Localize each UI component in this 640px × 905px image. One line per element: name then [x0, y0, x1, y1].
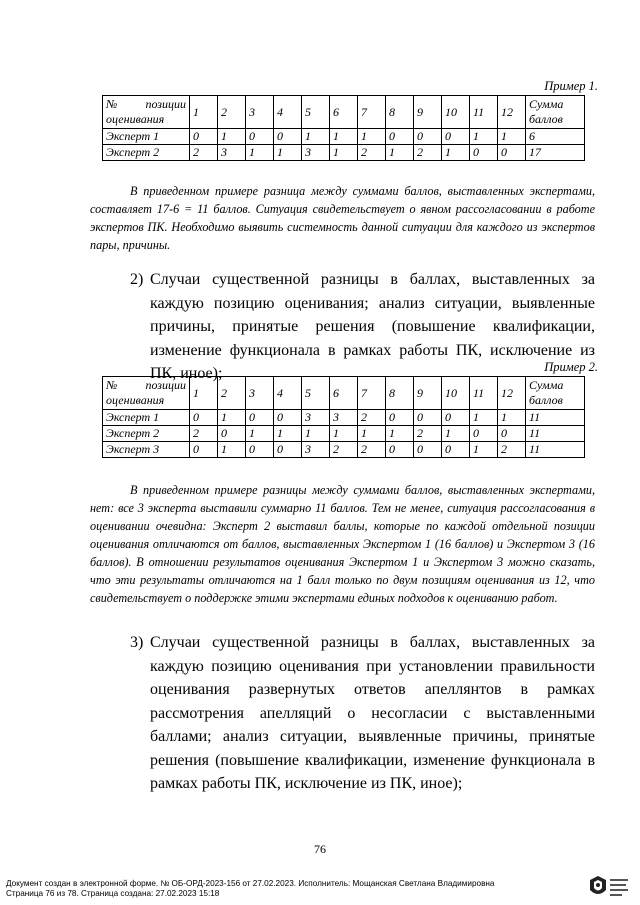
number-sign: №	[106, 97, 118, 111]
list-item-number: 2)	[130, 271, 144, 288]
column-header: 12	[498, 377, 526, 410]
coat-of-arms-icon	[584, 872, 632, 902]
column-header: 6	[330, 96, 358, 129]
score-cell: 0	[386, 442, 414, 458]
column-header: 8	[386, 96, 414, 129]
column-header: 2	[218, 96, 246, 129]
footer-line-1: Документ создан в электронной форме. № ОБ-ОРД-2023-156 от 27.02.2023. Исполнитель: Мощанская Светлана Владимировна	[6, 879, 495, 888]
score-cell: 1	[442, 145, 470, 161]
table-row	[103, 129, 585, 145]
column-header: 8	[386, 377, 414, 410]
score-cell: 0	[470, 426, 498, 442]
score-cell: 0	[414, 129, 442, 145]
example-1-label: Пример 1.	[544, 79, 598, 93]
example-1-table	[102, 95, 585, 161]
column-header: 4	[274, 96, 302, 129]
column-header: 5	[302, 96, 330, 129]
evaluation-word: оценивания	[106, 393, 165, 407]
score-cell: 2	[414, 145, 442, 161]
column-header: 7	[358, 96, 386, 129]
score-cell: 1	[274, 426, 302, 442]
example-2-note: В приведенном примере разницы между суммами баллов, выставленных экспертами, нет: все 3 эксперта выставили суммарно 11 баллов. Тем не менее, ситуация рассогласования в оценивании очевидна: Эксперт 2 выставил баллы, которые по каждой отдельной позиции оценивания отличаются от баллов, выставленных Экспертом 1 (16 баллов) и Экспертом 3 (16 баллов). В отношении результатов оценивания Экспертом 1 и Экспертом 3 можно сказать, что эти результаты отличаются на 1 балл только по двум позициям оценивания из 12, что свидетельствует о поддержке этими экспертами единых подходов к оцениванию работ.	[90, 483, 595, 605]
score-cell: 1	[218, 129, 246, 145]
score-cell: 1	[246, 145, 274, 161]
sum-cell: 11	[526, 410, 585, 426]
score-cell: 1	[386, 145, 414, 161]
sum-cell: 6	[526, 129, 585, 145]
list-item-2	[130, 268, 595, 386]
table-header-row	[103, 377, 585, 410]
score-cell: 0	[218, 426, 246, 442]
example-2-table	[102, 376, 585, 458]
score-cell: 1	[358, 129, 386, 145]
expert-name: Эксперт 3	[103, 442, 190, 458]
example-2-label: Пример 2.	[544, 360, 598, 374]
score-cell: 2	[190, 145, 218, 161]
score-cell: 0	[442, 410, 470, 426]
list-item-text: Случаи существенной разницы в баллах, выставленных за каждую позицию оценивания при установлении правильности оценивания развернутых ответов апеллянтов в рамках рассмотрения апелляций о несогласии с выставленными баллами; анализ ситуации, выявленные причины, принятые решения (повышение квалификации, изменение функционала в рамках работы ПК, исключение из ПК, иное);	[150, 634, 595, 792]
score-cell: 0	[386, 410, 414, 426]
column-header: 4	[274, 377, 302, 410]
column-header: 3	[246, 96, 274, 129]
page-number: 76	[314, 842, 326, 856]
document-footer	[6, 879, 495, 899]
column-header: 5	[302, 377, 330, 410]
table-row	[103, 145, 585, 161]
expert-name: Эксперт 2	[103, 145, 190, 161]
column-header: 12	[498, 96, 526, 129]
score-cell: 2	[358, 442, 386, 458]
sum-word: Сумма	[529, 97, 564, 111]
score-cell: 1	[470, 410, 498, 426]
column-header: 2	[218, 377, 246, 410]
table-row	[103, 442, 585, 458]
score-cell: 3	[218, 145, 246, 161]
expert-name: Эксперт 1	[103, 129, 190, 145]
score-cell: 1	[218, 410, 246, 426]
column-header: 9	[414, 96, 442, 129]
score-cell: 1	[358, 426, 386, 442]
sum-word: Сумма	[529, 378, 564, 392]
column-header: 9	[414, 377, 442, 410]
score-cell: 1	[218, 442, 246, 458]
column-header: 7	[358, 377, 386, 410]
score-cell: 1	[302, 426, 330, 442]
score-cell: 3	[302, 410, 330, 426]
points-word: баллов	[529, 393, 563, 407]
sum-header-cell	[526, 96, 585, 129]
position-header-cell	[103, 96, 190, 129]
position-header-cell	[103, 377, 190, 410]
score-cell: 1	[386, 426, 414, 442]
position-word: позиции	[145, 97, 186, 111]
score-cell: 3	[330, 410, 358, 426]
list-item-text: Случаи существенной разницы в баллах, выставленных за каждую позицию оценивания; анализ ситуации, выявленные причины, принятые решения (повышение квалификации, изменение функционала в рамках работы ПК, исключение из ПК, иное);	[150, 271, 595, 382]
score-cell: 1	[274, 145, 302, 161]
score-cell: 2	[358, 410, 386, 426]
sum-cell: 17	[526, 145, 585, 161]
score-cell: 0	[246, 129, 274, 145]
position-word: позиции	[145, 378, 186, 392]
score-cell: 0	[442, 442, 470, 458]
evaluation-word: оценивания	[106, 112, 165, 126]
score-cell: 0	[498, 145, 526, 161]
list-item-number: 3)	[130, 634, 144, 651]
score-cell: 1	[470, 442, 498, 458]
score-cell: 0	[190, 129, 218, 145]
score-cell: 2	[498, 442, 526, 458]
score-cell: 2	[414, 426, 442, 442]
sum-cell: 11	[526, 426, 585, 442]
score-cell: 2	[330, 442, 358, 458]
score-cell: 1	[246, 426, 274, 442]
points-word: баллов	[529, 112, 563, 126]
number-sign: №	[106, 378, 118, 392]
column-header: 6	[330, 377, 358, 410]
column-header: 11	[470, 377, 498, 410]
column-header: 11	[470, 96, 498, 129]
score-cell: 1	[470, 129, 498, 145]
score-cell: 1	[330, 426, 358, 442]
table-row	[103, 410, 585, 426]
score-cell: 2	[190, 426, 218, 442]
score-cell: 0	[274, 129, 302, 145]
list-item-3	[130, 631, 595, 796]
score-cell: 0	[190, 410, 218, 426]
score-cell: 1	[330, 145, 358, 161]
score-cell: 1	[442, 426, 470, 442]
score-cell: 0	[386, 129, 414, 145]
score-cell: 1	[498, 410, 526, 426]
column-header: 10	[442, 377, 470, 410]
score-cell: 0	[470, 145, 498, 161]
score-cell: 0	[274, 410, 302, 426]
score-cell: 0	[414, 442, 442, 458]
score-cell: 0	[498, 426, 526, 442]
table-row	[103, 426, 585, 442]
score-cell: 0	[442, 129, 470, 145]
column-header: 3	[246, 377, 274, 410]
footer-line-2: Страница 76 из 78. Страница создана: 27.02.2023 15:18	[6, 889, 220, 898]
score-cell: 0	[414, 410, 442, 426]
table-header-row	[103, 96, 585, 129]
score-cell: 1	[302, 129, 330, 145]
score-cell: 0	[190, 442, 218, 458]
score-cell: 0	[246, 410, 274, 426]
column-header: 1	[190, 96, 218, 129]
sum-cell: 11	[526, 442, 585, 458]
score-cell: 0	[274, 442, 302, 458]
score-cell: 1	[330, 129, 358, 145]
score-cell: 2	[358, 145, 386, 161]
score-cell: 1	[498, 129, 526, 145]
expert-name: Эксперт 2	[103, 426, 190, 442]
score-cell: 3	[302, 442, 330, 458]
column-header: 10	[442, 96, 470, 129]
sum-header-cell	[526, 377, 585, 410]
column-header: 1	[190, 377, 218, 410]
score-cell: 0	[246, 442, 274, 458]
example-1-note: В приведенном примере разница между суммами баллов, выставленных экспертами, составляет 17-6 = 11 баллов. Ситуация свидетельствует о явном рассогласовании в работе экспертов ПК. Необходимо выявить системность данной ситуации для каждого из экспертов пары, причины.	[90, 184, 595, 252]
expert-name: Эксперт 1	[103, 410, 190, 426]
score-cell: 3	[302, 145, 330, 161]
